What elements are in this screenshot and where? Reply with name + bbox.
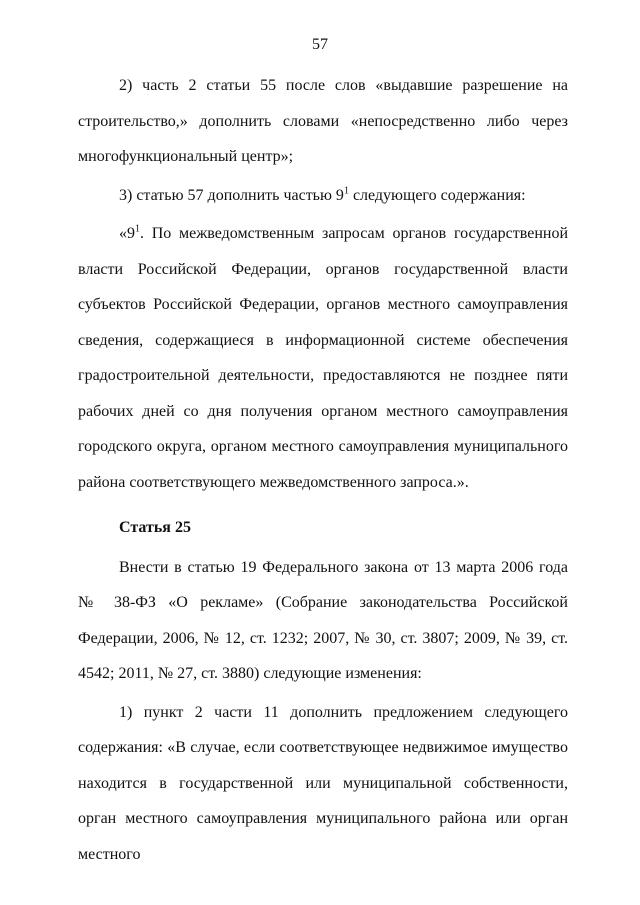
page-number: 57 xyxy=(312,36,328,53)
article-heading: Статья 25 xyxy=(119,519,191,536)
paragraph-amend-article-55: 2) часть 2 статьи 55 после слов «выдавшие разрешение на строительство,» дополнить словами «непосредственно либо через многофункциональный центр»; xyxy=(78,77,568,165)
paragraph-amend-article-57 xyxy=(78,178,568,214)
paragraph-item-1: 1) пункт 2 части 11 дополнить предложением следующего содержания: «В случае, если соответствующее недвижимое имущество находится в государственной или муниципальной собственности, орган местного самоуправления муниципального района или орган местного xyxy=(78,703,568,863)
superscript: 1 xyxy=(343,185,349,197)
paragraph-text: «9 xyxy=(119,225,135,242)
paragraph-part-9-1 xyxy=(78,216,568,500)
paragraph-text: . По межведомственным запросам органов государственной власти Российской Федерации, органов государственной власти субъектов Российской Федерации, органов местного самоуправления сведения, содержащиеся в информационной системе обеспечения градостроительной деятельности, предоставляются не позднее пяти рабочих дней со дня получения органом местного самоуправления городского округа, органом местного самоуправления муниципального района соответствующего межведомственного запроса.». xyxy=(78,225,568,491)
paragraph-text: 3) статью 57 дополнить частью 9 xyxy=(119,186,344,204)
superscript: 1 xyxy=(135,223,140,235)
paragraph-amend-advertising-law: Внести в статью 19 Федерального закона от 13 марта 2006 года № 38-ФЗ «О рекламе» (Собрание законодательства Российской Федерации, 2006, № 12, ст. 1232; 2007, № 30, ст. 3807; 2009, № 39, ст. 4542; 2011, № 27, ст. 3880) следующие изменения: xyxy=(78,558,568,682)
paragraph-text: следующего содержания: xyxy=(348,186,526,204)
document-body xyxy=(78,68,568,872)
